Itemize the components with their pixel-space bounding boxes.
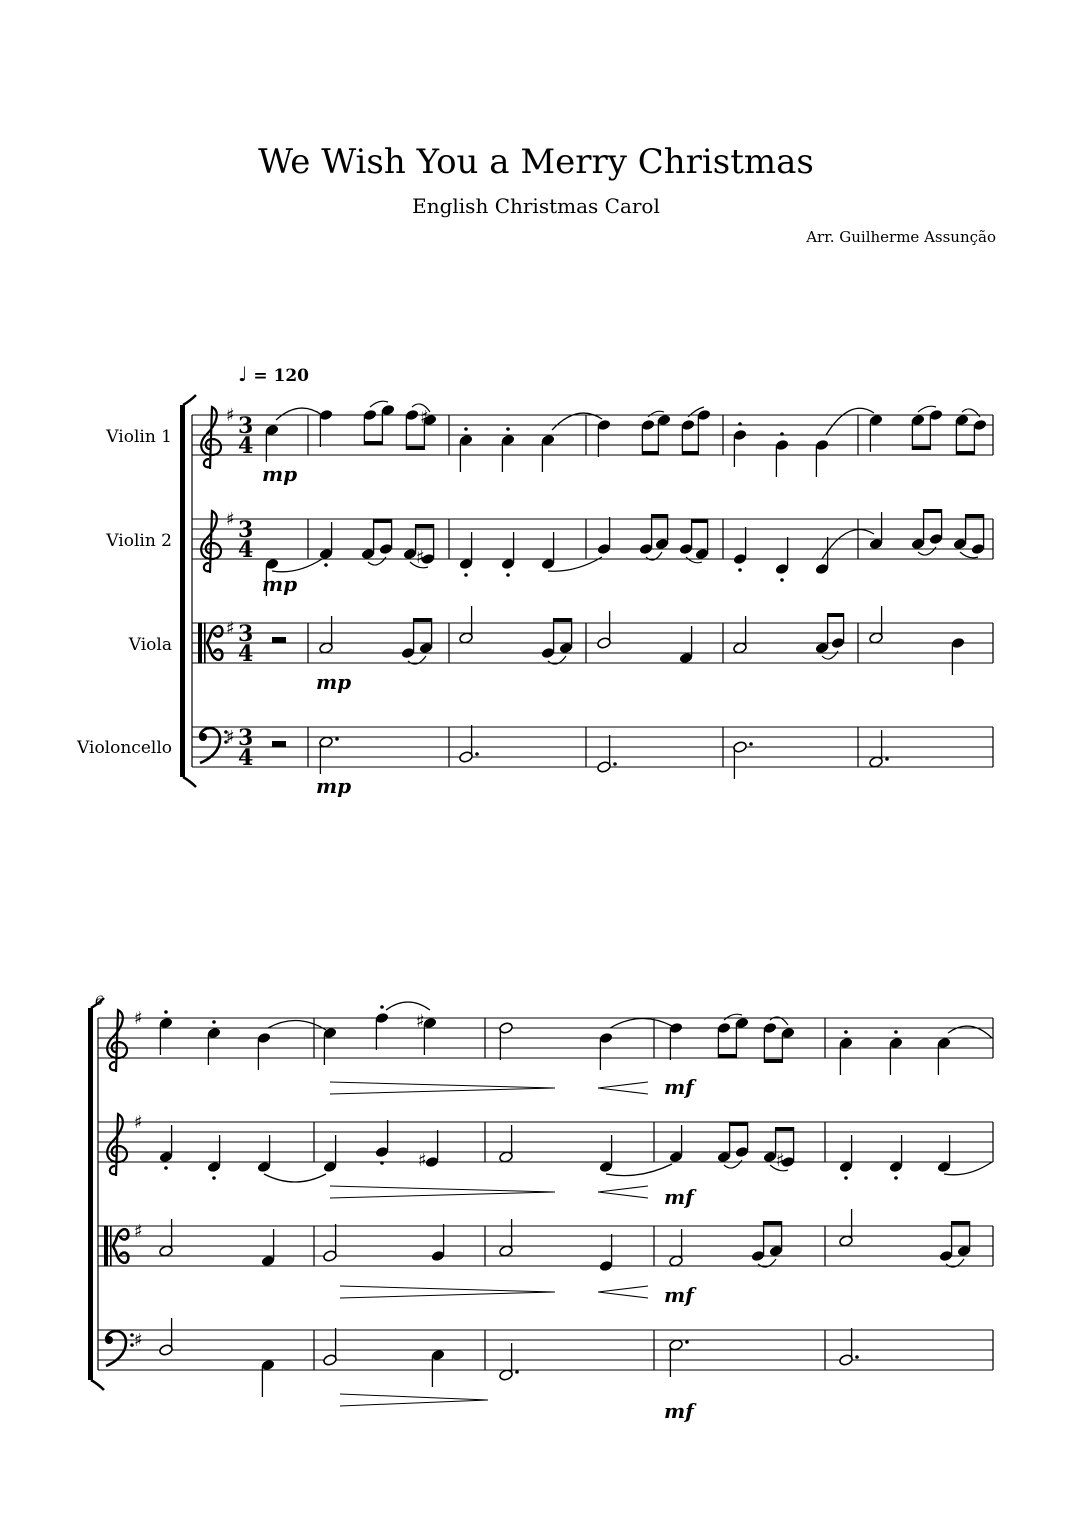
augmentation-dot [613, 762, 617, 766]
augmentation-dot [855, 1355, 859, 1359]
measure-number: 6 [95, 994, 104, 1009]
sharp-icon: ♯ [134, 1008, 143, 1029]
slur [918, 406, 936, 412]
staccato-dot [212, 1176, 216, 1180]
beam [730, 1122, 748, 1126]
slur [386, 1002, 430, 1010]
beam [718, 1054, 736, 1058]
slur [606, 1164, 672, 1176]
staccato-dot [894, 1030, 898, 1034]
instrument-label-viola: Viola [128, 635, 172, 655]
staccato-dot [380, 1005, 384, 1009]
slur [368, 557, 386, 565]
bracket-hook [91, 1380, 104, 1390]
time-signature-top: 3 [238, 621, 254, 647]
augmentation-dot [885, 757, 889, 761]
slur [724, 1160, 742, 1168]
half-rest [272, 637, 286, 643]
treble-clef-icon [201, 511, 221, 573]
decrescendo-hairpin [340, 1292, 555, 1298]
beam [952, 1221, 970, 1225]
time-signature-top: 3 [238, 517, 254, 543]
beam [692, 519, 708, 523]
bracket-hook [183, 395, 196, 405]
beam [764, 1221, 782, 1225]
beam [414, 618, 432, 622]
sharp-icon: ♯ [418, 1150, 427, 1171]
augmentation-dot [515, 1370, 519, 1374]
beam [642, 451, 658, 455]
crescendo-hairpin [598, 1082, 648, 1088]
staccato-dot [780, 578, 784, 582]
sharp-icon: ♯ [226, 509, 235, 530]
staccato-dot [780, 432, 784, 436]
staccato-dot [324, 563, 328, 567]
sharp-icon: ♯ [134, 1112, 143, 1133]
decrescendo-hairpin [340, 1394, 488, 1400]
crescendo-hairpin [598, 1088, 648, 1094]
treble-clef-icon [107, 1114, 127, 1176]
instrument-label-violin2: Violin 2 [106, 531, 172, 551]
decrescendo-hairpin [330, 1082, 555, 1088]
beam [776, 1127, 794, 1131]
sharp-icon: ♯ [420, 407, 429, 428]
staccato-dot [844, 1030, 848, 1034]
half-rest [272, 741, 286, 747]
dynamic-marking: mf [664, 1399, 694, 1423]
crescendo-hairpin [598, 1192, 648, 1198]
staccato-dot [844, 1176, 848, 1180]
staccato-dot [738, 422, 742, 426]
decrescendo-hairpin [330, 1186, 555, 1192]
augmentation-dot [335, 737, 339, 741]
slur [268, 1020, 326, 1030]
staccato-dot [464, 573, 468, 577]
alto-clef-icon [198, 623, 202, 663]
beam [956, 451, 974, 455]
dynamic-marking: mp [316, 670, 352, 694]
slur [610, 1018, 672, 1028]
staccato-dot [212, 1020, 216, 1024]
dynamic-marking: mf [664, 1283, 694, 1307]
instrument-label-violin1: Violin 1 [106, 427, 172, 447]
alto-clef-icon [104, 1226, 108, 1266]
time-signature-bottom: 4 [238, 537, 254, 563]
beam [682, 451, 698, 455]
time-signature-top: 3 [238, 725, 254, 751]
crescendo-hairpin [598, 1186, 648, 1192]
beam [554, 618, 572, 622]
crescendo-hairpin [598, 1286, 648, 1292]
beam [652, 514, 668, 518]
treble-clef-icon [201, 407, 221, 469]
instrument-label-cello: Violoncello [77, 738, 172, 758]
sharp-icon: ♯ [226, 618, 235, 639]
bracket-hook [91, 998, 104, 1008]
tempo-value: = 120 [253, 366, 310, 386]
system-bracket [180, 405, 185, 777]
slur [822, 651, 838, 659]
beam [416, 524, 434, 528]
staccato-dot [738, 568, 742, 572]
staccato-dot [164, 1166, 168, 1170]
system-bracket [88, 1008, 93, 1380]
slur [822, 530, 874, 559]
decrescendo-hairpin [340, 1286, 555, 1292]
slur [276, 408, 322, 420]
system-1 [180, 395, 993, 798]
arranger-credit: Arr. Guilherme Assunção [806, 228, 996, 246]
beam [924, 509, 942, 513]
sharp-icon: ♯ [226, 727, 235, 748]
dynamic-marking: mf [664, 1075, 694, 1099]
staccato-dot [380, 1161, 384, 1165]
alto-clef-icon [110, 1226, 112, 1266]
sharp-icon: ♯ [134, 1330, 143, 1351]
decrescendo-hairpin [330, 1192, 555, 1198]
slur [724, 1014, 742, 1020]
time-signature-top: 3 [238, 413, 254, 439]
beam [966, 514, 984, 518]
treble-clef-icon [107, 1010, 127, 1072]
slur [370, 401, 388, 407]
decrescendo-hairpin [330, 1088, 555, 1094]
decrescendo-hairpin [340, 1400, 488, 1406]
score-subtitle: English Christmas Carol [412, 194, 660, 218]
time-signature-bottom: 4 [238, 745, 254, 771]
time-signature-bottom: 4 [238, 433, 254, 459]
crescendo-hairpin [598, 1292, 648, 1298]
slur [918, 547, 936, 555]
slur [264, 1174, 326, 1182]
augmentation-dot [749, 742, 753, 746]
augmentation-dot [685, 1340, 689, 1344]
beam [406, 446, 424, 450]
beam [912, 446, 930, 450]
slur [648, 411, 664, 417]
beam [364, 441, 382, 445]
beam [764, 1059, 782, 1063]
bracket-hook [183, 777, 196, 787]
slur [272, 559, 322, 572]
slur [944, 1162, 992, 1175]
score-title: We Wish You a Merry Christmas [258, 142, 814, 182]
slur [552, 413, 602, 430]
dynamic-marking: mp [262, 462, 298, 486]
system-2 [88, 998, 993, 1423]
slur [826, 408, 874, 435]
augmentation-dot [475, 752, 479, 756]
beam [374, 519, 392, 523]
sharp-icon: ♯ [226, 405, 235, 426]
quarter-note-icon: ♩ [238, 362, 248, 386]
staccato-dot [894, 1176, 898, 1180]
time-signature-bottom: 4 [238, 641, 254, 667]
dynamic-marking: mf [664, 1185, 694, 1209]
alto-clef-icon [204, 623, 206, 663]
beam [828, 613, 844, 617]
sharp-icon: ♯ [776, 1150, 785, 1171]
dynamic-marking: mp [262, 572, 298, 596]
sharp-icon: ♯ [416, 1011, 425, 1032]
sharp-icon: ♯ [416, 547, 425, 568]
staccato-dot [506, 427, 510, 431]
dynamic-marking: mp [316, 774, 352, 798]
staccato-dot [164, 1010, 168, 1014]
staccato-dot [464, 427, 468, 431]
sharp-icon: ♯ [134, 1221, 143, 1242]
staccato-dot [506, 573, 510, 577]
